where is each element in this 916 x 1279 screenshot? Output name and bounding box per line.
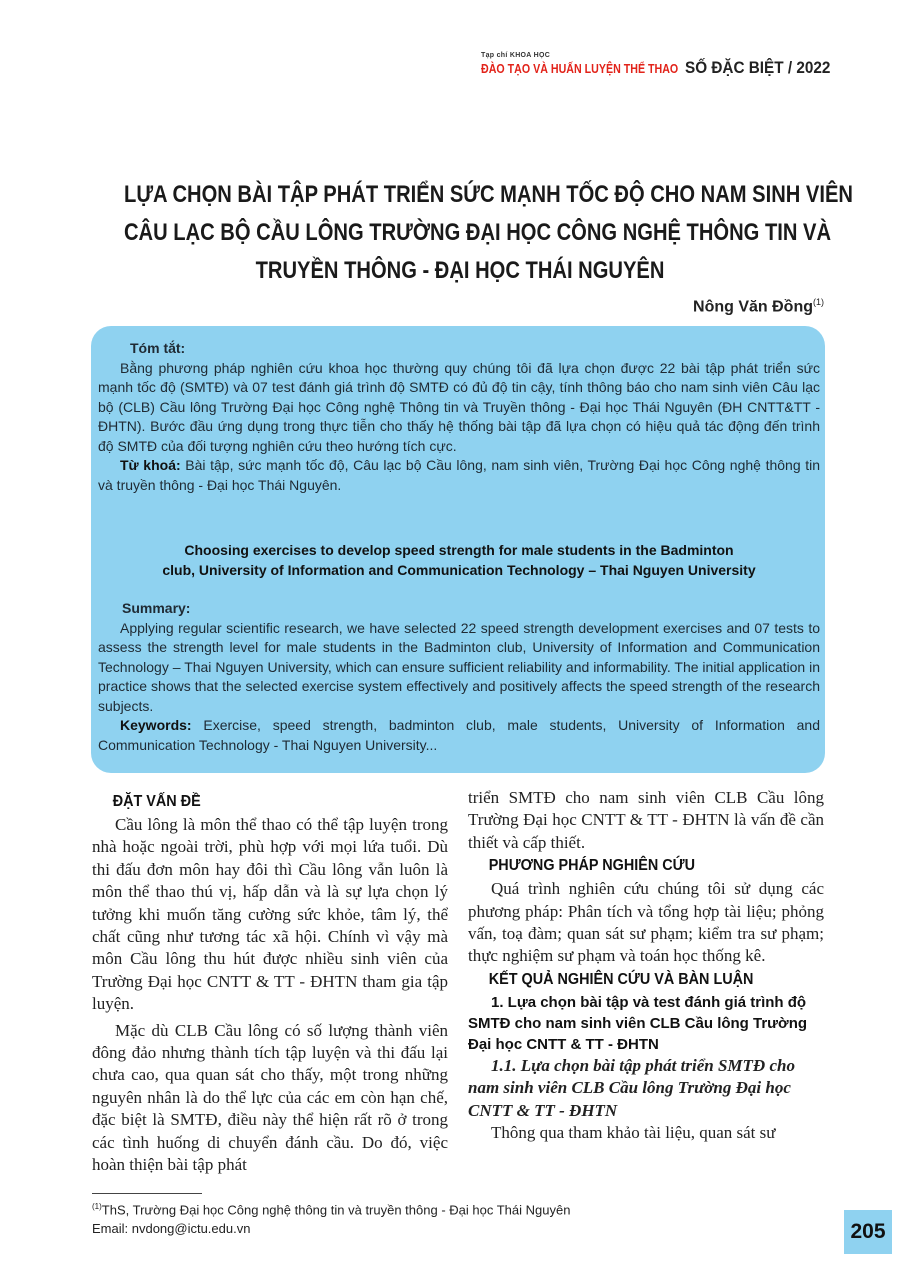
english-title-line-2: club, University of Information and Communication Technology – Thai Nguyen University	[162, 562, 756, 578]
footnote	[92, 1197, 570, 1238]
title-line-2: CÂU LẠC BỘ CẦU LÔNG TRƯỜNG ĐẠI HỌC CÔNG NGHỆ THÔNG TIN VÀ	[124, 219, 832, 246]
intro-paragraph-1: Cầu lông là môn thể thao có thể tập luyện trong nhà hoặc ngoài trời, phù hợp với mọi lứa tuổi. Dù thi đấu đơn môn hay đôi thì Cầu lông vẫn luôn là môn thể thao thú vị, hấp dẫn và là sự lựa chọn lý tưởng khi muốn tăng cường sức khỏe, tâm lý, thể chất cũng như tương tác xã hội. Chính vì vậy mà môn Cầu lông thu hút được nhiều sinh viên của Trường Đại học CNTT & TT - ĐHTN tham gia tập luyện.	[92, 815, 448, 1014]
subsection-1-1: 1.1. Lựa chọn bài tập phát triển SMTĐ cho nam sinh viên CLB Cầu lông Trường Đại học CNTT & TT - ĐHTN	[468, 1055, 795, 1120]
english-title-line-1: Choosing exercises to develop speed strength for male students in the Badminton	[184, 542, 734, 558]
footnote-affiliation-line	[92, 1197, 570, 1219]
summary-body: Applying regular scientific research, we have selected 22 speed strength development exercises and 07 tests to assess the strength level for male students in the Badminton club, University of Information and Communication Technology – Thai Nguyen University, which can ensure sufficient reliability and informability. The initial application in practice shows that the selected exercise system effectively and positively affects the speed strength of the research subjects.	[98, 619, 820, 714]
footnote-email: Email: nvdong@ictu.edu.vn	[92, 1221, 251, 1237]
abstract-vi-keywords	[98, 456, 820, 495]
intro-paragraph-2: Mặc dù CLB Cầu lông có số lượng thành viên đông đảo nhưng thành tích tập luyện và thi đấu lại chưa cao, qua quan sát cho thấy, một trong những nguyên nhân là do thể lực của các em còn hạn chế, đặc biệt là SMTĐ, điều này thể hiện rất rõ ở trong các tình huống di chuyển đánh cầu. Do đó, việc hoàn thiện bài tập phát	[92, 1020, 448, 1175]
title-line-3: TRUYỀN THÔNG - ĐẠI HỌC THÁI NGUYÊN	[255, 257, 665, 284]
footnote-mark: (1)	[92, 1202, 102, 1211]
section-introduction: ĐẶT VẤN ĐỀ	[112, 793, 201, 810]
abstract-en	[98, 599, 820, 755]
author-mark: (1)	[813, 297, 824, 307]
keywords-en-label: Keywords:	[120, 717, 192, 733]
abstract-en-keywords	[98, 716, 820, 755]
section-results: KẾT QUẢ NGHIÊN CỨU VÀ BÀN LUẬN	[488, 970, 754, 988]
issue-label: SỐ ĐẶC BIỆT / 2022	[685, 58, 831, 77]
methods-paragraph: Quá trình nghiên cứu chúng tôi sử dụng các phương pháp: Phân tích và tổng hợp tài liệu; phỏng vấn, toạ đàm; quan sát sư phạm; kiểm tra sư phạm; thực nghiệm sư phạm và toán học thống kê.	[468, 879, 824, 966]
footnote-affiliation: ThS, Trường Đại học Công nghệ thông tin và truyền thông - Đại học Thái Nguyên	[101, 1202, 571, 1218]
footnote-divider	[92, 1193, 202, 1194]
keywords-en-text: Exercise, speed strength, badminton club, male students, University of Information and Communication Technology - Thai Nguyen University...	[98, 717, 820, 753]
keywords-vi-label: Từ khoá:	[120, 457, 181, 473]
author-name: Nông Văn Đồng	[693, 298, 813, 316]
abstract-vi	[98, 339, 820, 495]
abstract-vi-heading: Tóm tắt:	[130, 340, 186, 356]
right-column	[468, 787, 824, 1144]
journal-name: ĐÀO TẠO VÀ HUẤN LUYỆN THỂ THAO	[481, 61, 679, 76]
title-line-1: LỰA CHỌN BÀI TẬP PHÁT TRIỂN SỨC MẠNH TỐC ĐỘ CHO NAM SINH VIÊN	[124, 181, 853, 208]
section-methods: PHƯƠNG PHÁP NGHIÊN CỨU	[488, 857, 696, 875]
keywords-vi-text: Bài tập, sức mạnh tốc độ, Câu lạc bộ Cầu lông, nam sinh viên, Trường Đại học Công nghệ thông tin và truyền thông - Đại học Thái Nguyên.	[98, 457, 821, 493]
subsection-1: 1. Lựa chọn bài tập và test đánh giá trình độ SMTĐ cho nam sinh viên CLB Cầu lông Trường Đại học CNTT & TT - ĐHTN	[468, 993, 808, 1053]
abstract-vi-body: Bằng phương pháp nghiên cứu khoa học thường quy chúng tôi đã lựa chọn được 22 bài tập phát triển sức mạnh tốc độ (SMTĐ) và 07 test đánh giá trình độ SMTĐ có đủ độ tin cậy, tính thông báo cho nam sinh viên Câu lạc bộ (CLB) Cầu lông Trường Đại học Công nghệ Thông tin và Truyền thông - Đại học Thái Nguyên (ĐH CNTT&TT - ĐHTN). Bước đầu ứng dụng trong thực tiễn cho thấy hệ thống bài tập đã lựa chọn có hiệu quả tác động đến trình độ SMTĐ của đối tượng nghiên cứu theo hướng tích cực.	[98, 359, 820, 454]
page-number: 205	[844, 1210, 892, 1254]
results-paragraph: Thông qua tham khảo tài liệu, quan sát sư	[491, 1123, 776, 1143]
author	[693, 297, 824, 316]
article-title	[60, 176, 860, 290]
journal-label-small: Tạp chí KHOA HỌC	[481, 52, 551, 59]
left-column	[92, 790, 448, 1177]
summary-heading: Summary:	[122, 600, 191, 616]
english-title	[96, 540, 822, 580]
intro-paragraph-continued: triển SMTĐ cho nam sinh viên CLB Cầu lông Trường Đại học CNTT & TT - ĐHTN là vấn đề cần thiết và cấp thiết.	[468, 788, 824, 852]
